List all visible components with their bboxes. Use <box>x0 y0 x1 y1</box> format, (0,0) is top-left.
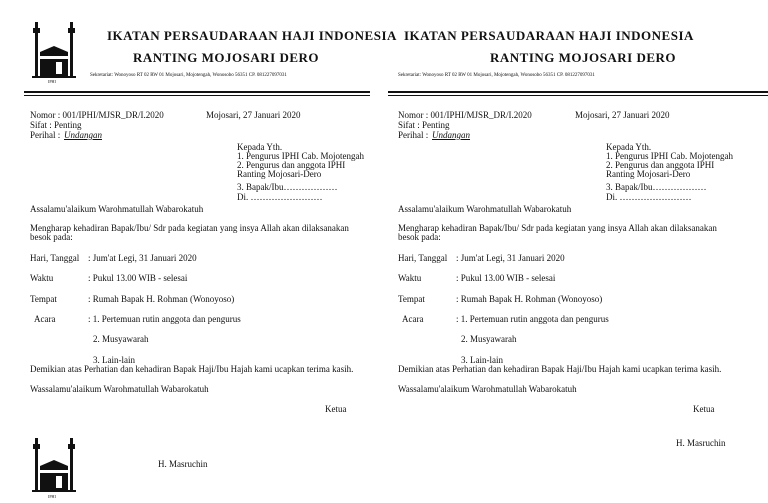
iphi-logo-icon <box>30 436 78 498</box>
recipient-item: Di. …………………… <box>237 192 323 202</box>
header-rule-thin <box>24 95 370 96</box>
greeting: Assalamu'alaikum Warohmatullah Wabarokatuh <box>398 204 572 214</box>
date-label: Hari, Tanggal <box>398 253 448 263</box>
letter-nature: Sifat : Penting <box>30 120 82 130</box>
logo-caption: IPHI <box>48 494 56 499</box>
intro-line-2: besok pada: <box>30 232 73 242</box>
header-rule-thick <box>388 91 768 93</box>
branch-name: RANTING MOJOSARI DERO <box>133 50 320 65</box>
date-value: : Jum'at Legi, 31 Januari 2020 <box>456 253 565 263</box>
agenda-item: 2. Musyawarah <box>461 334 517 344</box>
org-name: IKATAN PERSAUDARAAN HAJI INDONESIA <box>404 28 694 43</box>
greeting: Assalamu'alaikum Warohmatullah Wabarokatuh <box>30 204 204 214</box>
time-value: : Pukul 13.00 WIB - selesai <box>88 273 188 283</box>
agenda-item: : 1. Pertemuan rutin anggota dan pengurus <box>456 314 609 324</box>
time-label: Waktu <box>398 273 422 283</box>
closing-text: Demikian atas Perhatian dan kehadiran Bapak Haji/Ibu Hajah kami ucapkan terima kasih. <box>30 364 354 374</box>
intro-line-1: Mengharap kehadiran Bapak/Ibu/ Sdr pada kegiatan yang insya Allah akan dilaksanakan <box>30 223 349 233</box>
logo-caption: IPHI <box>48 79 56 84</box>
recipient-item: 3. Bapak/Ibu……………… <box>237 182 338 192</box>
header-rule-thin <box>388 95 768 96</box>
recipient-heading: Kepada Yth. <box>606 142 652 152</box>
letter-nature: Sifat : Penting <box>398 120 450 130</box>
iphi-logo-icon <box>30 18 78 84</box>
secretariat: Sekretariat: Wonoyoso RT 02 RW 01 Mojosari, Mojotengah, Wonosobo 56351 CP. 081227097031 <box>398 73 595 78</box>
intro-line-2: besok pada: <box>398 232 441 242</box>
secretariat: Sekretariat: Wonoyoso RT 02 RW 01 Mojosari, Mojotengah, Wonosobo 56351 CP. 081227097031 <box>90 73 287 78</box>
recipient-item: Di. …………………… <box>606 192 692 202</box>
letter-subject-label: Perihal : <box>398 130 429 140</box>
branch-name: RANTING MOJOSARI DERO <box>490 50 677 65</box>
place-date: Mojosari, 27 Januari 2020 <box>575 110 670 120</box>
signatory-name: H. Masruchin <box>676 438 726 448</box>
closing-salam: Wassalamu'alaikum Warohmatullah Wabarokatuh <box>398 384 577 394</box>
recipient-item: Ranting Mojosari-Dero <box>237 169 322 179</box>
signer-title: Ketua <box>693 404 715 414</box>
recipient-item: Ranting Mojosari-Dero <box>606 169 691 179</box>
intro-line-1: Mengharap kehadiran Bapak/Ibu/ Sdr pada kegiatan yang insya Allah akan dilaksanakan <box>398 223 717 233</box>
recipient-item: 3. Bapak/Ibu……………… <box>606 182 707 192</box>
signatory-name: H. Masruchin <box>158 459 208 469</box>
time-value: : Pukul 13.00 WIB - selesai <box>456 273 556 283</box>
date-value: : Jum'at Legi, 31 Januari 2020 <box>88 253 197 263</box>
agenda-item: 3. Lain-lain <box>461 355 503 365</box>
place-label: Tempat <box>398 294 425 304</box>
agenda-label: Acara <box>34 314 56 324</box>
place-label: Tempat <box>30 294 57 304</box>
letter-subject-label: Perihal : <box>30 130 61 140</box>
recipient-heading: Kepada Yth. <box>237 142 283 152</box>
date-label: Hari, Tanggal <box>30 253 80 263</box>
letter-subject: Undangan <box>64 130 102 140</box>
recipient-item: 1. Pengurus IPHI Cab. Mojotengah <box>237 151 364 161</box>
letter-number: Nomor : 001/IPHI/MJSR_DR/I.2020 <box>30 110 164 120</box>
org-name: IKATAN PERSAUDARAAN HAJI INDONESIA <box>107 28 397 43</box>
letter-subject: Undangan <box>432 130 470 140</box>
agenda-item: 3. Lain-lain <box>93 355 135 365</box>
recipient-item: 2. Pengurus dan anggota IPHI <box>606 160 715 170</box>
agenda-label: Acara <box>402 314 424 324</box>
closing-text: Demikian atas Perhatian dan kehadiran Bapak Haji/Ibu Hajah kami ucapkan terima kasih. <box>398 364 722 374</box>
recipient-item: 2. Pengurus dan anggota IPHI <box>237 160 346 170</box>
place-value: : Rumah Bapak H. Rohman (Wonoyoso) <box>456 294 603 304</box>
place-date: Mojosari, 27 Januari 2020 <box>206 110 301 120</box>
signer-title: Ketua <box>325 404 347 414</box>
agenda-item: : 1. Pertemuan rutin anggota dan pengurus <box>88 314 241 324</box>
recipient-item: 1. Pengurus IPHI Cab. Mojotengah <box>606 151 733 161</box>
closing-salam: Wassalamu'alaikum Warohmatullah Wabarokatuh <box>30 384 209 394</box>
agenda-item: 2. Musyawarah <box>93 334 149 344</box>
place-value: : Rumah Bapak H. Rohman (Wonoyoso) <box>88 294 235 304</box>
header-rule-thick <box>24 91 370 93</box>
letter-number: Nomor : 001/IPHI/MJSR_DR/I.2020 <box>398 110 532 120</box>
time-label: Waktu <box>30 273 54 283</box>
